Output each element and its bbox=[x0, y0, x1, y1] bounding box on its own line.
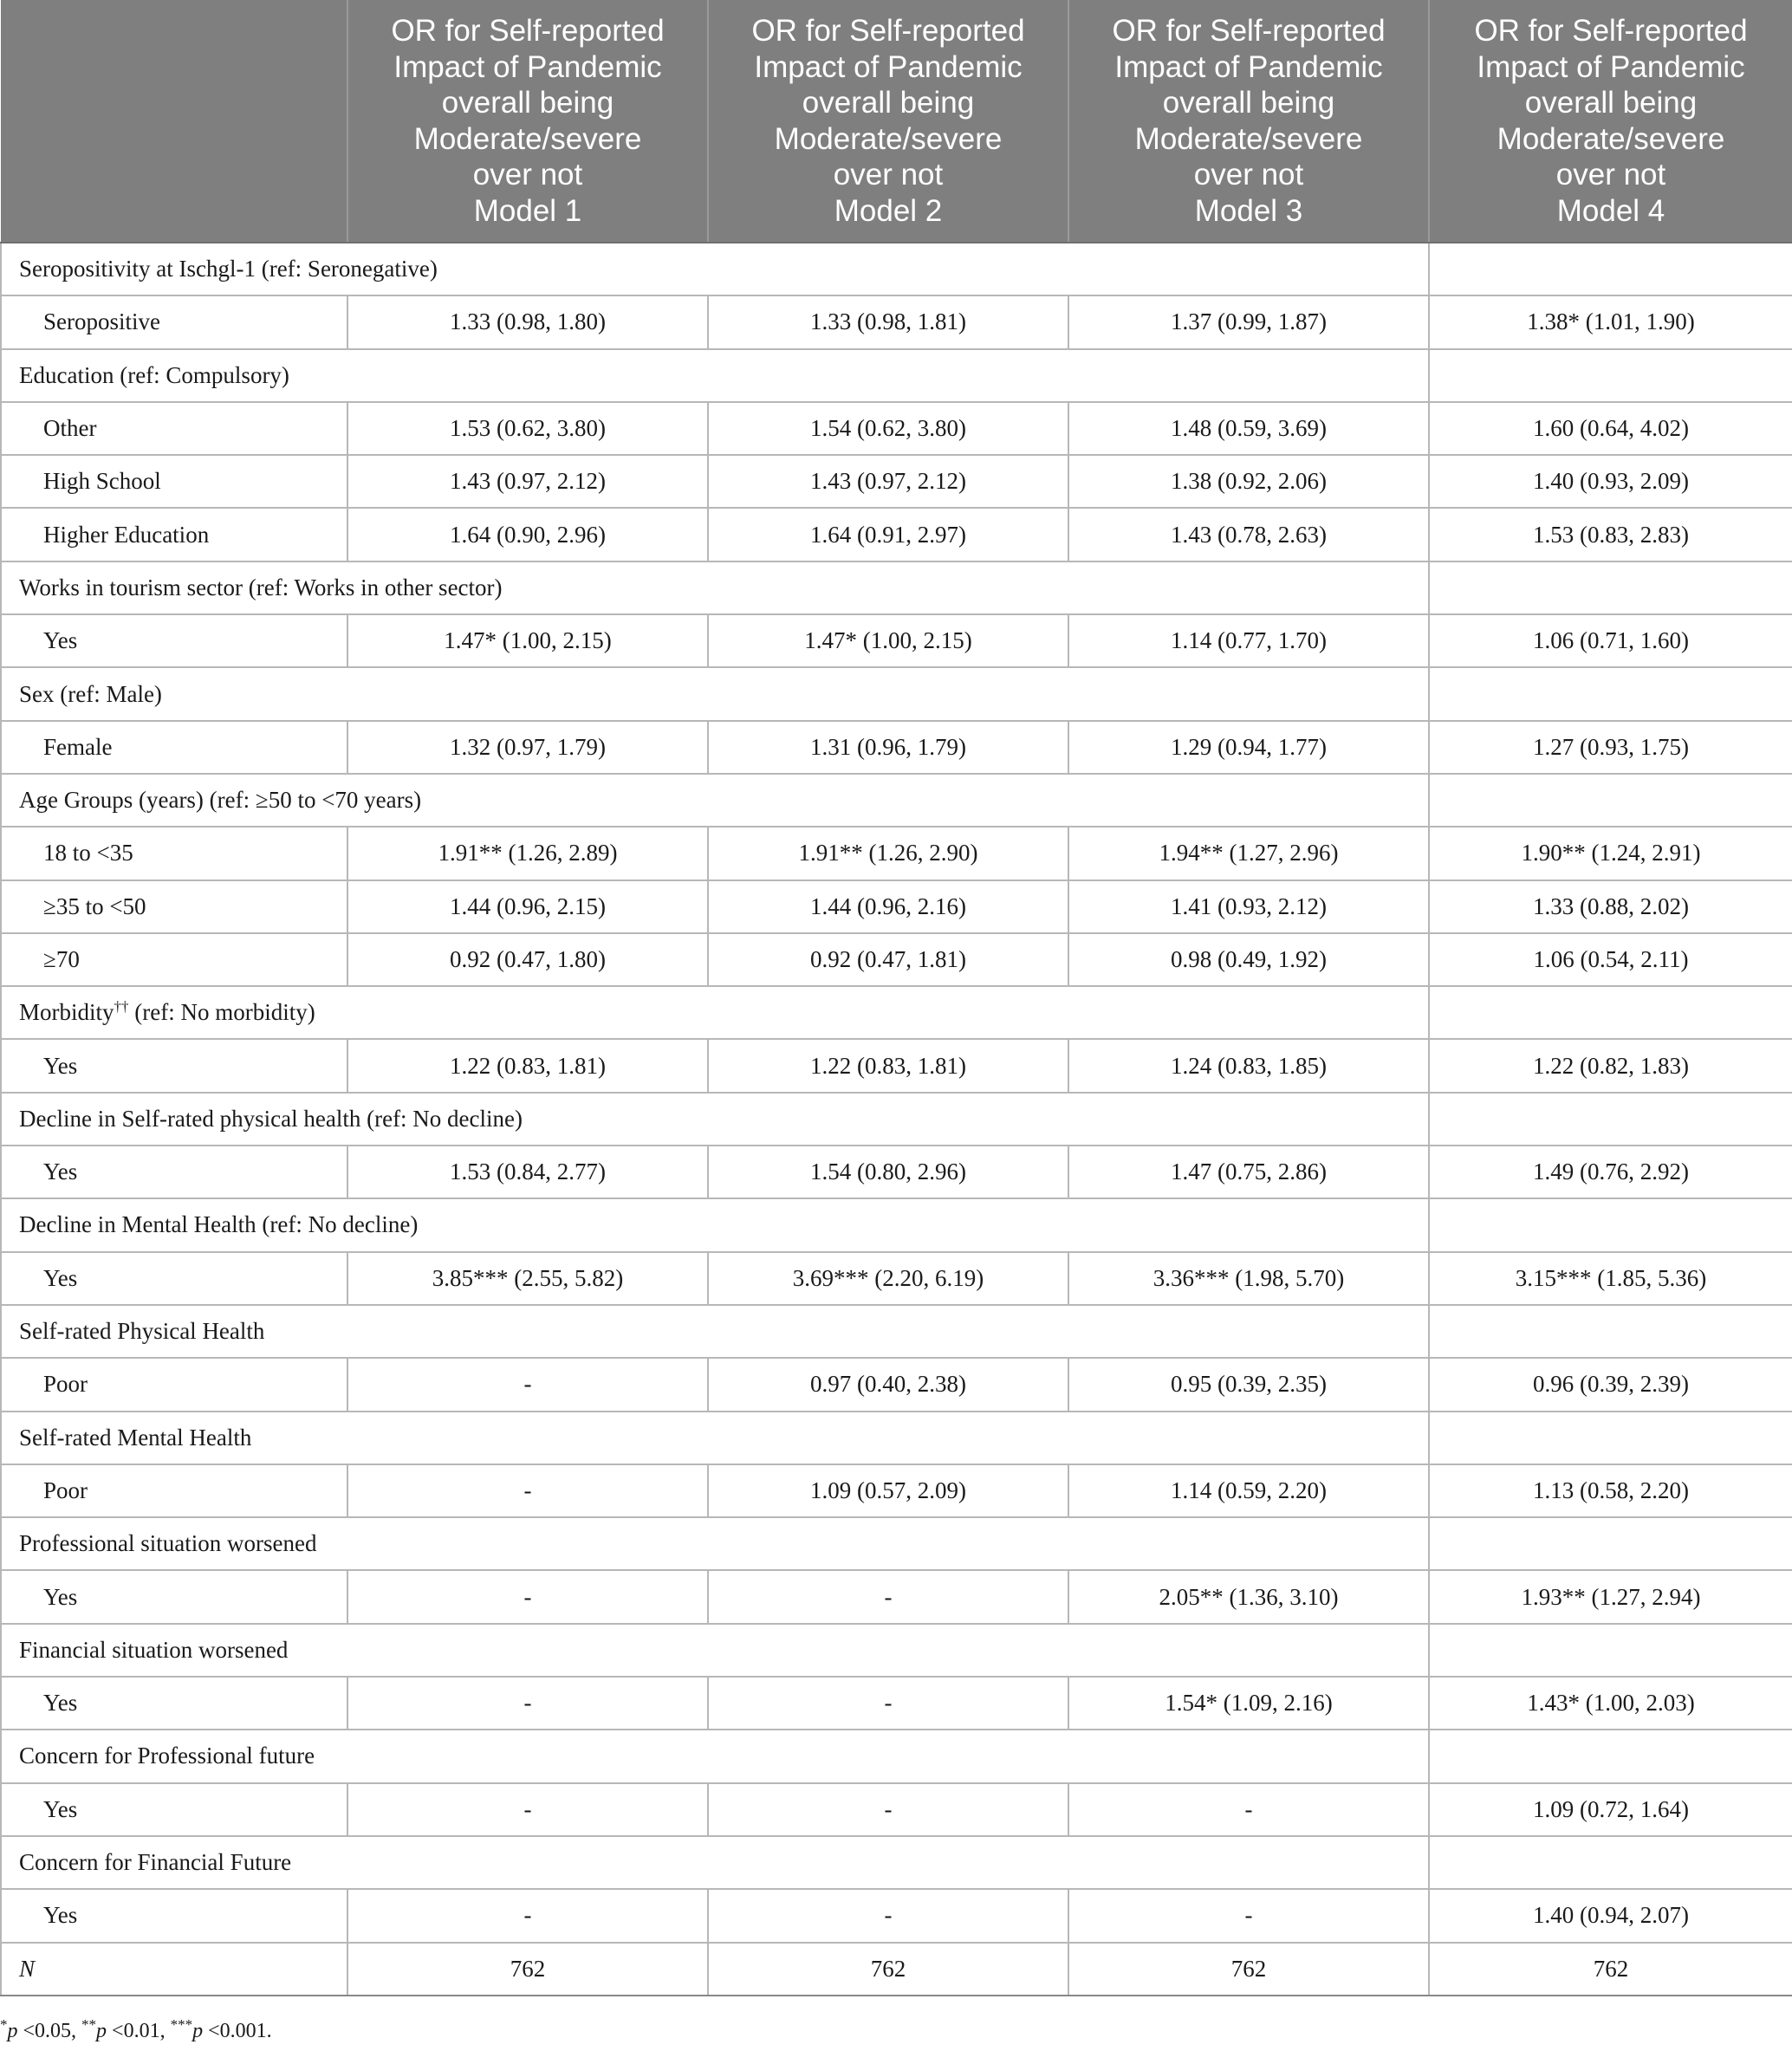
table-row bbox=[1, 1146, 1792, 1198]
model-1-value: 1.53 (0.62, 3.80) bbox=[347, 402, 708, 455]
model-1-value: - bbox=[347, 1358, 708, 1411]
header-line: over not bbox=[472, 158, 583, 191]
group-label bbox=[1, 1836, 1429, 1889]
group-row bbox=[1, 1412, 1792, 1464]
group-row bbox=[1, 1836, 1792, 1889]
model-1-value: - bbox=[347, 1677, 708, 1730]
header-line: overall being bbox=[1524, 86, 1698, 120]
model-4-value: 1.09 (0.72, 1.64) bbox=[1429, 1783, 1792, 1836]
table-row bbox=[1, 880, 1792, 933]
group-row bbox=[1, 774, 1792, 827]
table-row bbox=[1, 1464, 1792, 1517]
group-blank-cell bbox=[1429, 1093, 1792, 1146]
model-1-value: 1.64 (0.90, 2.96) bbox=[347, 508, 708, 561]
model-4-value: 1.40 (0.93, 2.09) bbox=[1429, 455, 1792, 508]
footnote-p: p bbox=[7, 2020, 18, 2042]
table-row bbox=[1, 1358, 1792, 1411]
header-line: OR for Self-reported bbox=[391, 14, 665, 48]
header-line: OR for Self-reported bbox=[751, 14, 1025, 48]
header-model-2 bbox=[708, 0, 1068, 243]
model-3-value: 1.29 (0.94, 1.77) bbox=[1068, 721, 1429, 774]
model-4-value: 1.33 (0.88, 2.02) bbox=[1429, 880, 1792, 933]
row-label: Poor bbox=[1, 1464, 347, 1517]
row-label: Yes bbox=[1, 1146, 347, 1198]
table-row bbox=[1, 1252, 1792, 1305]
group-label bbox=[1, 1198, 1429, 1251]
model-4-value: 1.40 (0.94, 2.07) bbox=[1429, 1889, 1792, 1942]
group-label-text: Decline in Self-rated physical health (ref: No decline) bbox=[19, 1105, 523, 1132]
model-3-value: 1.38 (0.92, 2.06) bbox=[1068, 455, 1429, 508]
header-line: Model 4 bbox=[1556, 193, 1665, 228]
group-label-text: Financial situation worsened bbox=[19, 1636, 289, 1663]
group-label bbox=[1, 349, 1429, 402]
table-row bbox=[1, 1570, 1792, 1623]
row-label: ≥70 bbox=[1, 933, 347, 986]
model-4-value: 1.22 (0.82, 1.83) bbox=[1429, 1039, 1792, 1092]
group-row bbox=[1, 243, 1792, 295]
model-2-value: 1.64 (0.91, 2.97) bbox=[708, 508, 1068, 561]
group-row bbox=[1, 667, 1792, 720]
group-blank-cell bbox=[1429, 1198, 1792, 1251]
model-1-value: 1.53 (0.84, 2.77) bbox=[347, 1146, 708, 1198]
table-row bbox=[1, 721, 1792, 774]
group-blank-cell bbox=[1429, 349, 1792, 402]
table-header bbox=[1, 0, 1792, 243]
group-label-text: Self-rated Mental Health bbox=[19, 1424, 252, 1451]
n-value-model-3: 762 bbox=[1068, 1943, 1429, 1996]
model-4-value: 1.53 (0.83, 2.83) bbox=[1429, 508, 1792, 561]
header-row bbox=[1, 0, 1792, 243]
group-label-text: Sex (ref: Male) bbox=[19, 680, 162, 707]
group-label bbox=[1, 667, 1429, 720]
group-row bbox=[1, 1093, 1792, 1146]
group-label bbox=[1, 1412, 1429, 1464]
group-label bbox=[1, 1517, 1429, 1570]
significance-footnote bbox=[0, 2016, 272, 2043]
table-row bbox=[1, 1783, 1792, 1836]
model-3-value: 0.98 (0.49, 1.92) bbox=[1068, 933, 1429, 986]
group-label-text: Works in tourism sector (ref: Works in other sector) bbox=[19, 574, 503, 600]
group-label bbox=[1, 1624, 1429, 1677]
model-2-value: 1.54 (0.62, 3.80) bbox=[708, 402, 1068, 455]
n-value-model-1: 762 bbox=[347, 1943, 708, 1996]
model-1-value: - bbox=[347, 1783, 708, 1836]
header-line: Model 3 bbox=[1194, 193, 1303, 228]
group-label-text: Seropositivity at Ischgl-1 (ref: Seronegative) bbox=[19, 256, 438, 282]
group-label-text: Concern for Professional future bbox=[19, 1743, 315, 1769]
row-label: ≥35 to <50 bbox=[1, 880, 347, 933]
model-3-value: 0.95 (0.39, 2.35) bbox=[1068, 1358, 1429, 1411]
model-2-value: 1.43 (0.97, 2.12) bbox=[708, 455, 1068, 508]
group-blank-cell bbox=[1429, 1305, 1792, 1358]
group-blank-cell bbox=[1429, 1624, 1792, 1677]
row-label: Yes bbox=[1, 614, 347, 667]
group-label bbox=[1, 561, 1429, 614]
table-row bbox=[1, 402, 1792, 455]
n-value-model-4: 762 bbox=[1429, 1943, 1792, 1996]
model-3-value: 1.94** (1.27, 2.96) bbox=[1068, 827, 1429, 879]
table-row bbox=[1, 1677, 1792, 1730]
header-line: Model 1 bbox=[473, 193, 582, 228]
model-1-value: 1.47* (1.00, 2.15) bbox=[347, 614, 708, 667]
model-3-value: 1.14 (0.77, 1.70) bbox=[1068, 614, 1429, 667]
group-row bbox=[1, 1624, 1792, 1677]
model-3-value: - bbox=[1068, 1889, 1429, 1942]
header-line: Impact of Pandemic bbox=[754, 49, 1023, 84]
model-3-value: 1.54* (1.09, 2.16) bbox=[1068, 1677, 1429, 1730]
model-2-value: 0.97 (0.40, 2.38) bbox=[708, 1358, 1068, 1411]
group-row bbox=[1, 349, 1792, 402]
row-label: Yes bbox=[1, 1783, 347, 1836]
group-label bbox=[1, 774, 1429, 827]
group-blank-cell bbox=[1429, 1836, 1792, 1889]
table-row bbox=[1, 933, 1792, 986]
model-2-value: 1.33 (0.98, 1.81) bbox=[708, 295, 1068, 348]
header-line: Moderate/severe bbox=[413, 121, 642, 156]
group-label bbox=[1, 243, 1429, 295]
header-line: overall being bbox=[441, 86, 614, 120]
group-blank-cell bbox=[1429, 561, 1792, 614]
group-label-text: Decline in Mental Health (ref: No decline) bbox=[19, 1211, 419, 1238]
group-label-text: Concern for Financial Future bbox=[19, 1849, 292, 1876]
n-value-model-2: 762 bbox=[708, 1943, 1068, 1996]
group-blank-cell bbox=[1429, 986, 1792, 1039]
model-2-value: - bbox=[708, 1677, 1068, 1730]
model-3-value: 1.48 (0.59, 3.69) bbox=[1068, 402, 1429, 455]
header-empty-cell bbox=[1, 0, 347, 243]
table-body bbox=[1, 243, 1792, 1996]
model-2-value: 1.31 (0.96, 1.79) bbox=[708, 721, 1068, 774]
model-1-value: 1.43 (0.97, 2.12) bbox=[347, 455, 708, 508]
group-label bbox=[1, 986, 1429, 1039]
group-blank-cell bbox=[1429, 243, 1792, 295]
row-label: Yes bbox=[1, 1252, 347, 1305]
header-line: OR for Self-reported bbox=[1474, 14, 1748, 48]
header-line: Model 2 bbox=[834, 193, 943, 228]
footnote-stars: *** bbox=[170, 2016, 193, 2033]
group-label bbox=[1, 1730, 1429, 1782]
footnote-p: p bbox=[192, 2020, 204, 2042]
model-4-value: 1.49 (0.76, 2.92) bbox=[1429, 1146, 1792, 1198]
model-4-value: 1.43* (1.00, 2.03) bbox=[1429, 1677, 1792, 1730]
model-3-value: 1.47 (0.75, 2.86) bbox=[1068, 1146, 1429, 1198]
model-2-value: - bbox=[708, 1889, 1068, 1942]
model-4-value: 1.13 (0.58, 2.20) bbox=[1429, 1464, 1792, 1517]
footnote-text: <0.01, bbox=[107, 2020, 171, 2042]
table-row bbox=[1, 614, 1792, 667]
group-row bbox=[1, 986, 1792, 1039]
model-1-value: - bbox=[347, 1889, 708, 1942]
group-row bbox=[1, 1305, 1792, 1358]
header-line: OR for Self-reported bbox=[1112, 14, 1386, 48]
row-label: Yes bbox=[1, 1039, 347, 1092]
model-2-value: 1.91** (1.26, 2.90) bbox=[708, 827, 1068, 879]
row-label: Other bbox=[1, 402, 347, 455]
table-row bbox=[1, 508, 1792, 561]
row-label: Seropositive bbox=[1, 295, 347, 348]
group-label-text: Professional situation worsened bbox=[19, 1530, 317, 1557]
table-row bbox=[1, 1889, 1792, 1942]
model-2-value: - bbox=[708, 1570, 1068, 1623]
model-3-value: - bbox=[1068, 1783, 1429, 1836]
n-row bbox=[1, 1943, 1792, 1996]
model-2-value: 0.92 (0.47, 1.81) bbox=[708, 933, 1068, 986]
footnote-p: p bbox=[96, 2020, 107, 2042]
row-label: Yes bbox=[1, 1889, 347, 1942]
group-blank-cell bbox=[1429, 1412, 1792, 1464]
header-line: overall being bbox=[1162, 86, 1335, 120]
model-2-value: 1.44 (0.96, 2.16) bbox=[708, 880, 1068, 933]
group-label-text: Education (ref: Compulsory) bbox=[19, 361, 289, 388]
group-label-text: Morbidity bbox=[19, 999, 114, 1026]
model-4-value: 1.93** (1.27, 2.94) bbox=[1429, 1570, 1792, 1623]
model-1-value: 1.44 (0.96, 2.15) bbox=[347, 880, 708, 933]
header-line: Moderate/severe bbox=[1134, 121, 1363, 156]
header-model-1 bbox=[347, 0, 708, 243]
group-row bbox=[1, 1198, 1792, 1251]
model-2-value: 1.22 (0.83, 1.81) bbox=[708, 1039, 1068, 1092]
header-line: overall being bbox=[802, 86, 975, 120]
model-3-value: 1.37 (0.99, 1.87) bbox=[1068, 295, 1429, 348]
model-1-value: 1.91** (1.26, 2.89) bbox=[347, 827, 708, 879]
footnote-text: <0.05, bbox=[17, 2020, 82, 2042]
model-4-value: 1.27 (0.93, 1.75) bbox=[1429, 721, 1792, 774]
header-line: over not bbox=[833, 158, 944, 191]
model-3-value: 1.24 (0.83, 1.85) bbox=[1068, 1039, 1429, 1092]
model-1-value: 1.32 (0.97, 1.79) bbox=[347, 721, 708, 774]
model-1-value: 0.92 (0.47, 1.80) bbox=[347, 933, 708, 986]
model-4-value: 0.96 (0.39, 2.39) bbox=[1429, 1358, 1792, 1411]
table-row bbox=[1, 1039, 1792, 1092]
model-1-value: 3.85*** (2.55, 5.82) bbox=[347, 1252, 708, 1305]
header-line: over not bbox=[1193, 158, 1304, 191]
header-line: Impact of Pandemic bbox=[1477, 49, 1745, 84]
group-blank-cell bbox=[1429, 774, 1792, 827]
model-2-value: 3.69*** (2.20, 6.19) bbox=[708, 1252, 1068, 1305]
row-label: Poor bbox=[1, 1358, 347, 1411]
row-label: 18 to <35 bbox=[1, 827, 347, 879]
group-blank-cell bbox=[1429, 1730, 1792, 1782]
row-label: Higher Education bbox=[1, 508, 347, 561]
model-1-value: 1.22 (0.83, 1.81) bbox=[347, 1039, 708, 1092]
model-4-value: 1.60 (0.64, 4.02) bbox=[1429, 402, 1792, 455]
table-row bbox=[1, 827, 1792, 879]
header-line: Impact of Pandemic bbox=[1114, 49, 1383, 84]
row-label: Yes bbox=[1, 1677, 347, 1730]
group-label-text: Self-rated Physical Health bbox=[19, 1318, 265, 1345]
header-line: Moderate/severe bbox=[1497, 121, 1725, 156]
model-3-value: 2.05** (1.36, 3.10) bbox=[1068, 1570, 1429, 1623]
group-blank-cell bbox=[1429, 1517, 1792, 1570]
group-blank-cell bbox=[1429, 667, 1792, 720]
model-4-value: 1.38* (1.01, 1.90) bbox=[1429, 295, 1792, 348]
model-2-value: 1.09 (0.57, 2.09) bbox=[708, 1464, 1068, 1517]
row-label: High School bbox=[1, 455, 347, 508]
model-2-value: 1.54 (0.80, 2.96) bbox=[708, 1146, 1068, 1198]
model-1-value: 1.33 (0.98, 1.80) bbox=[347, 295, 708, 348]
table-row bbox=[1, 295, 1792, 348]
group-row bbox=[1, 561, 1792, 614]
row-label: Yes bbox=[1, 1570, 347, 1623]
model-2-value: 1.47* (1.00, 2.15) bbox=[708, 614, 1068, 667]
model-3-value: 3.36*** (1.98, 5.70) bbox=[1068, 1252, 1429, 1305]
header-line: Impact of Pandemic bbox=[393, 49, 662, 84]
group-label-text: Age Groups (years) (ref: ≥50 to <70 years) bbox=[19, 787, 422, 814]
model-3-value: 1.14 (0.59, 2.20) bbox=[1068, 1464, 1429, 1517]
header-line: Moderate/severe bbox=[774, 121, 1003, 156]
model-3-value: 1.43 (0.78, 2.63) bbox=[1068, 508, 1429, 561]
group-row bbox=[1, 1517, 1792, 1570]
n-label: N bbox=[1, 1943, 347, 1996]
group-label bbox=[1, 1305, 1429, 1358]
model-4-value: 3.15*** (1.85, 5.36) bbox=[1429, 1252, 1792, 1305]
model-4-value: 1.06 (0.54, 2.11) bbox=[1429, 933, 1792, 986]
model-3-value: 1.41 (0.93, 2.12) bbox=[1068, 880, 1429, 933]
model-2-value: - bbox=[708, 1783, 1068, 1836]
header-model-4 bbox=[1429, 0, 1792, 243]
header-model-3 bbox=[1068, 0, 1429, 243]
footnote-stars: * bbox=[0, 2016, 8, 2033]
row-label: Female bbox=[1, 721, 347, 774]
group-label bbox=[1, 1093, 1429, 1146]
footnote-text: <0.001. bbox=[203, 2020, 272, 2042]
table-row bbox=[1, 455, 1792, 508]
model-1-value: - bbox=[347, 1570, 708, 1623]
group-row bbox=[1, 1730, 1792, 1782]
group-label-superscript: †† bbox=[114, 998, 129, 1016]
model-4-value: 1.90** (1.24, 2.91) bbox=[1429, 827, 1792, 879]
model-4-value: 1.06 (0.71, 1.60) bbox=[1429, 614, 1792, 667]
header-line: over not bbox=[1555, 158, 1666, 191]
model-1-value: - bbox=[347, 1464, 708, 1517]
group-label-suffix: (ref: No morbidity) bbox=[128, 999, 315, 1026]
footnote-stars: ** bbox=[81, 2016, 97, 2033]
